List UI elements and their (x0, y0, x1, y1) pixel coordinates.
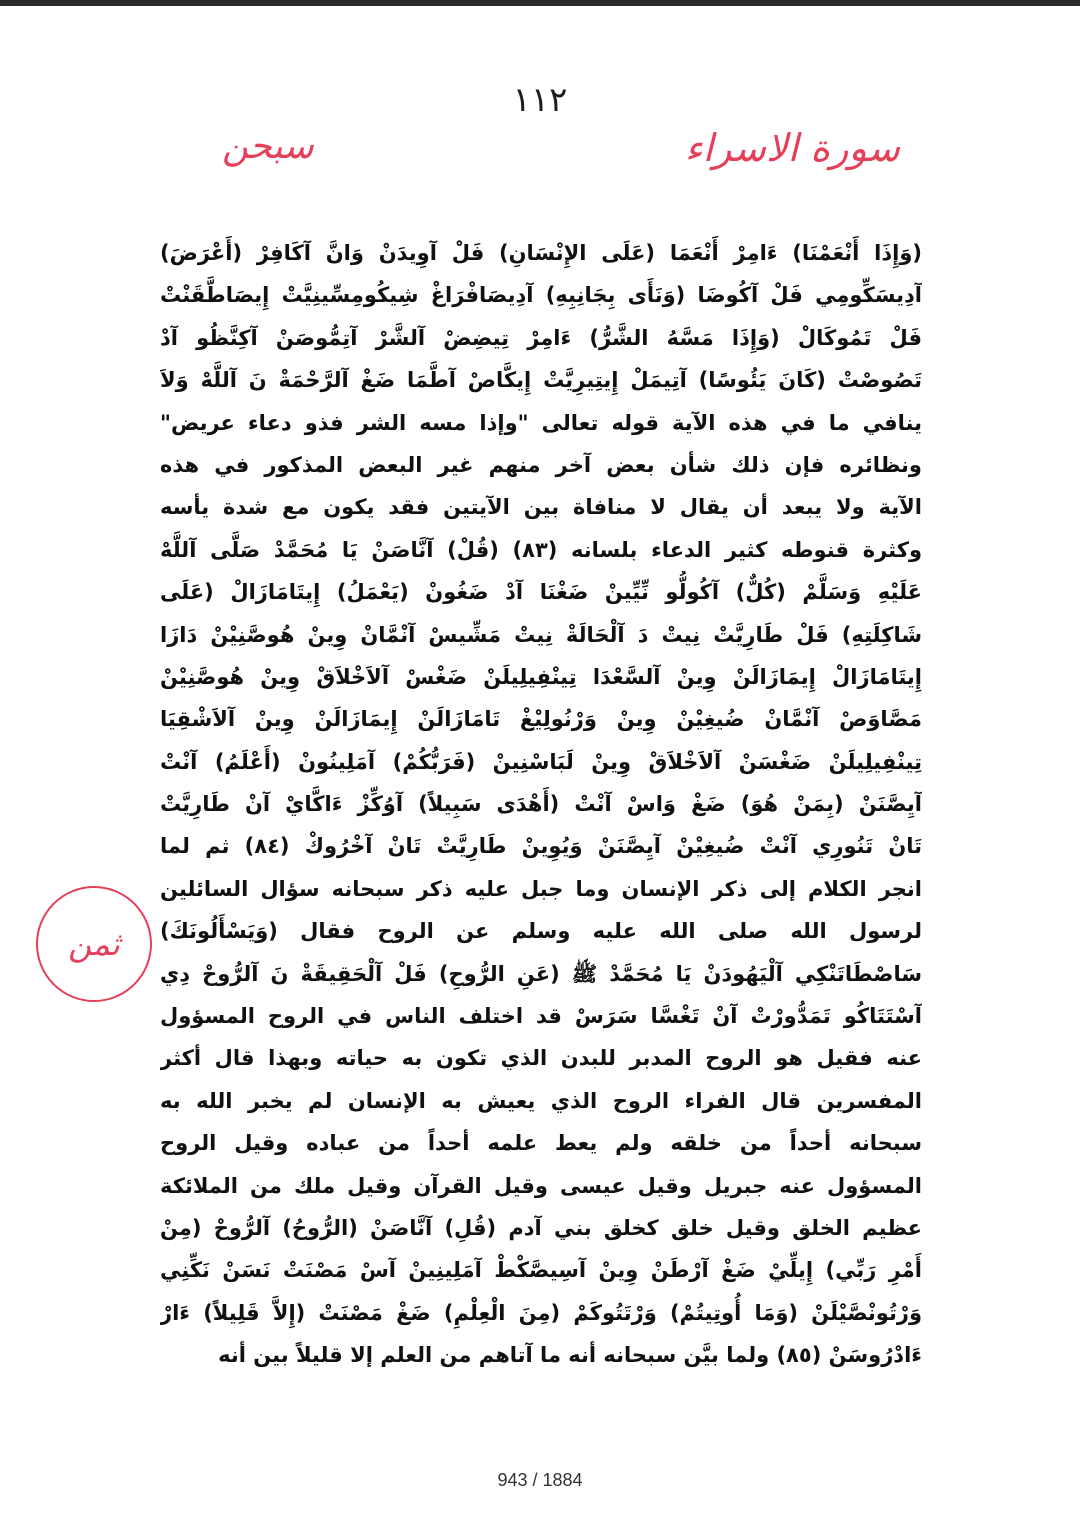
body-text (160, 232, 922, 1377)
juz-annotation: سبحن (222, 126, 314, 167)
text-line: ينافي ما في هذه الآية قوله تعالى "وإذا مسه الشر فذو دعاء عريض" (160, 410, 922, 435)
top-border (0, 0, 1080, 6)
text-line: ونظائره فإن ذلك شأن بعض آخر منهم غير البعض المذكور في هذه (160, 452, 922, 477)
text-line: انجر الكلام إلى ذكر الإنسان وما جبل عليه ذكر سبحانه سؤال السائلين (160, 876, 922, 901)
text-line: وَرْتُونْصَّيْلَنْ (وَمَا أُوتِيتُمْ) وَرْتَتُوكَمْ (مِنَ الْعِلْمِ) ضَغْ مَصْنَتْ (إِلاَّ قَلِيلاً) ءَارْ (160, 1300, 922, 1325)
text-line: تَصُوصْتْ (كَانَ يَئُوسًا) آتِيمَلْ إِيتِيرِيَّتْ إِيكَّاصْ آطَّمَا ضَغْ آلرَّحْمَةْ نَ آللَّهْ وَلاَ (160, 368, 922, 393)
page-counter: 943 / 1884 (497, 1470, 583, 1490)
text-line: المفسرين قال الفراء الروح الذي يعيش به الإنسان لم يخبر الله به (160, 1088, 922, 1113)
text-line: آدِيسَكِّومِي فَلْ آكُوضَا (وَنَأَى بِجَانِبِهِ) آدِيصَافْرَاغْ شِيكُومِسِّينِيَّتْ إِيصَاطَّقَنْتْ (160, 283, 922, 308)
text-line: تِينْفِيلِيلَنْ ضَغْسَنْ آلاَخْلاَقْ وِينْ لَبَاسْنِينْ (فَرَبُّكُمْ) آمَلِينُونْ (أَعْلَمُ) آنْتْ (160, 749, 922, 774)
text-line: أَمْرِ رَبِّي) إِيلِّيْ ضَغْ آرْطَنْ وِينْ آسِيصَّكْطْ آمَلِينِينْ آسْ مَصْنَتْ نَسَنْ نَكِّنِي (160, 1258, 922, 1283)
text-line: آسْتَتَاكُو تَمَدُّورْتْ آنْ تَغْسَّا سَرَسْ قد اختلف الناس في الروح المسؤول (160, 1004, 922, 1029)
text-line: ءَادْرُوسَنْ (٨٥) ولما بيَّن سبحانه أنه ما آتاهم من العلم إلا قليلاً بين أنه (218, 1343, 922, 1368)
text-line: عنه فقيل هو الروح المدبر للبدن الذي تكون به حياته وبهذا قال أكثر (160, 1046, 922, 1071)
text-line: إِيتَامَازَالْ إِيمَازَالَنْ وِينْ آلسَّعْدَا تِينْفِيلِيلَنْ ضَغْسْ آلاَخْلاَقْ وِينْ هُوصَّنِيْنْ (160, 664, 922, 689)
text-line: فَلْ تَمُوكَالْ (وَإِذَا مَسَّهُ الشَّرُّ) ءَامِرْ تِيضِضْ آلشَّرْ آتِمُّوصَنْ آكِنَّظُو آدْ (160, 325, 922, 350)
text-line: لرسول الله صلى الله عليه وسلم عن الروح فقال (وَيَسْأَلُونَكَ) (160, 919, 922, 944)
text-line: شَاكِلَتِهِ) فَلْ طَارِيَّتْ نِيتْ دَ آلْحَالَةْ نِيتْ مَشِّيسْ آنْمَّانْ وِينْ هُوصَّنِيْنْ دَازَا (160, 622, 922, 647)
text-line: تَانْ تَنُورِي آنْتْ ضُيغِيْنْ آيِصَّنَنْ وَيُوِينْ طَارِيَّتْ تَانْ آخْرُوكْ (٨٤) ثم لما (160, 834, 922, 859)
margin-note-circle (36, 886, 152, 1002)
surah-annotation: سورة الاسراء (684, 126, 900, 170)
text-line: عظيم الخلق وقيل خلق كخلق بني آدم (قُلِ) آنَّاصَنْ (الرُّوحُ) آلرُّوحْ (مِنْ (160, 1215, 922, 1240)
text-line: وكثرة قنوطه كثير الدعاء بلسانه (٨٣) (قُلْ) آنَّاصَنْ يَا مُحَمَّدْ صَلَّى آللَّهْ (160, 537, 922, 562)
text-line: سبحانه أحداً من خلقه ولم يعط علمه أحداً من عباده وقيل الروح (160, 1131, 922, 1156)
text-line: الآية ولا يبعد أن يقال لا منافاة بين الآيتين فقد يكون مع شدة يأسه (160, 495, 922, 520)
text-line: عَلَيْهِ وَسَلَّمْ (كُلٌّ) آكُولُّو نِّيِّينْ ضَغْنَا آدْ ضَغُونْ (يَعْمَلُ) إِيتَامَازَالْ (عَلَى (160, 580, 922, 605)
text-line: المسؤول عنه جبريل وقيل عيسى وقيل القرآن وقيل ملك من الملائكة (160, 1173, 922, 1198)
text-line: (وَإِذَا أَنْعَمْنَا) ءَامِرْ أَنْعَمَا (عَلَى الإِنْسَانِ) فَلْ آوِيدَنْ وَانَّ آكَافِرْ (أَعْرَضَ) (160, 241, 922, 265)
page-number: ١١٢ (512, 80, 568, 120)
margin-note-text: ثمن (68, 925, 120, 963)
text-line: سَاصْطَاتَنْكِي آلْيَهُودَنْ يَا مُحَمَّدْ ﷺ (عَنِ الرُّوحِ) فَلْ آلْحَقِيقَةْ نَ آلرُّوحْ دِي (160, 961, 922, 986)
text-line: مَصَّاوَصْ آنْمَّانْ ضُيغِيْنْ وِينْ وَرْنُولِيْغْ تَامَازَالَنْ إِيمَازَالَنْ وِينْ آلاَشْقِيَا (160, 707, 922, 732)
text-line: آيِصَّنَنْ (بِمَنْ هُوَ) ضَغْ وَاسْ آنْتْ (أَهْدَى سَبِيلاً) آوُكِّزْ ءَاكَّايْ آنْ طَارِيَّتْ (160, 792, 922, 817)
